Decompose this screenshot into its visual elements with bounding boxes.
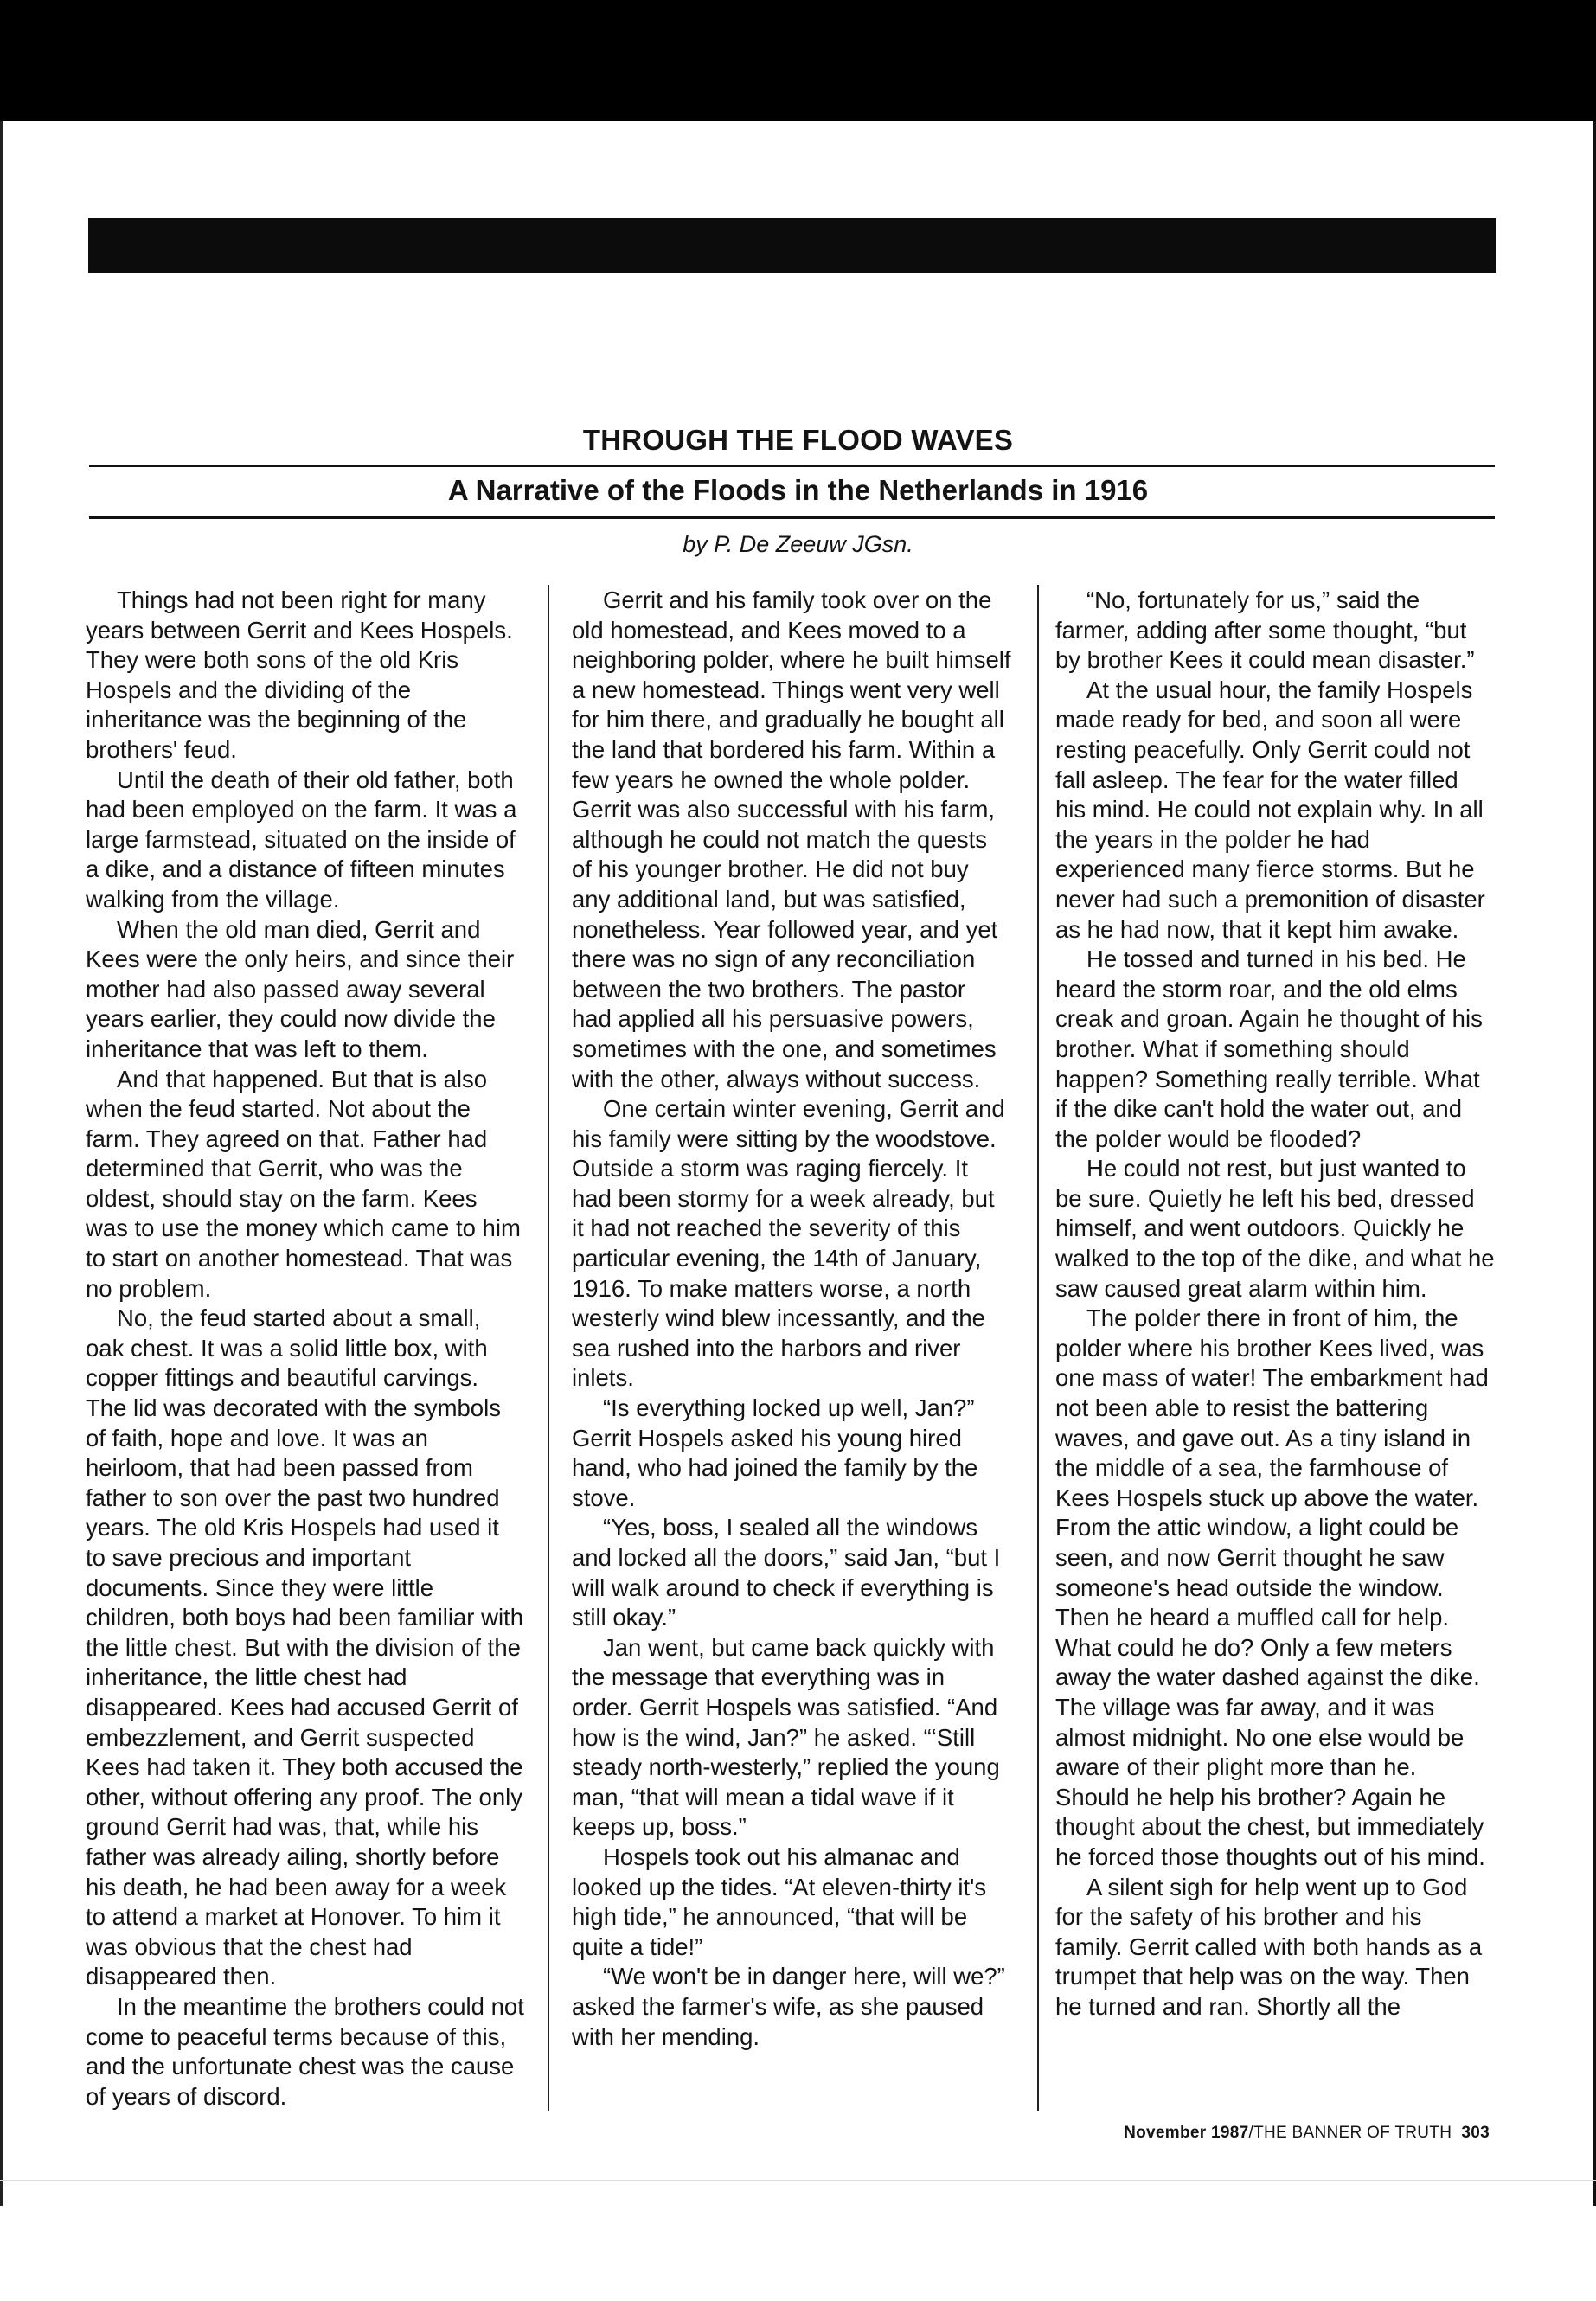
text-column-3 — [1055, 586, 1495, 2022]
paragraph: The polder there in front of him, the polder where his brother Kees lived, was one mass of water! The embarkment had not been able to resist the battering waves, and gave out. As a tiny island in the middle of a sea, the farmhouse of Kees Hospels stuck up above the water. From the attic window, a light could be seen, and now Gerrit thought he saw someone's head outside the window. Then he heard a muffled call for help. What could he do? Only a few meters away the water dashed against the dike. The village was far away, and it was almost midnight. No one else would be aware of their plight more than he. Should he help his brother? Again he thought about the chest, but immediately he forced those thoughts out of his mind. — [1055, 1304, 1489, 1870]
scan-top-border — [0, 0, 1596, 121]
footer-publication: /THE BANNER OF TRUTH — [1248, 2124, 1452, 2142]
paragraph: Hospels took out his almanac and looked up the tides. “At eleven-thirty it's high tide,” he announced, “that will be quite a tide!” — [572, 1843, 987, 1960]
page-number: 303 — [1461, 2124, 1490, 2142]
header-banner-bar — [88, 218, 1496, 273]
paragraph: And that happened. But that is also when the feud started. Not about the farm. They agreed on that. Father had determined that Gerrit, who was the oldest, should stay on the farm. Kees was to use the money which came to him to start on another homestead. That was no problem. — [86, 1065, 521, 1302]
paragraph: “We won't be in danger here, will we?” asked the farmer's wife, as she paused with her mending. — [572, 1963, 1005, 2050]
column-divider — [1037, 585, 1039, 2111]
footer-date: November 1987 — [1124, 2124, 1249, 2142]
text-column-2 — [572, 586, 1011, 2052]
paragraph: Jan went, but came back quickly with the message that everything was in order. Gerrit Hospels was satisfied. “And how is the wind, Jan?” he asked. “‘Still steady north-westerly,” replied the young man, “that will mean a tidal wave if it keeps up, boss.” — [572, 1633, 1000, 1841]
paragraph: Gerrit and his family took over on the old homestead, and Kees moved to a neighboring polder, where he built himself a new homestead. Things went very well for him there, and gradually he bought all the land that bordered his farm. Within a few years he owned the whole polder. Gerrit was also successful with his farm, although he could not match the quests of his younger brother. He did not buy any additional land, but was satisfied, nonetheless. Year followed year, and yet there was no sign of any reconciliation between the two brothers. The pastor had applied all his persuasive powers, sometimes with the one, and sometimes with the other, always without success. — [572, 586, 1011, 1093]
paragraph: “Is everything locked up well, Jan?” Gerrit Hospels asked his young hired hand, who had joined the family by the stove. — [572, 1394, 978, 1511]
paragraph: One certain winter evening, Gerrit and his family were sitting by the woodstove. Outside a storm was raging fiercely. It had been stormy for a week already, but it had not reached the severity of this particular evening, the 14th of January, 1916. To make matters worse, a north westerly wind blew incessantly, and the sea rushed into the harbors and river inlets. — [572, 1095, 1005, 1392]
paragraph: “Yes, boss, I sealed all the windows and locked all the doors,” said Jan, “but I will walk around to check if everything is still okay.” — [572, 1514, 1001, 1631]
page-footer — [1124, 2124, 1490, 2143]
paragraph: Things had not been right for many years between Gerrit and Kees Hospels. They were both sons of the old Kris Hospels and the dividing of the inheritance was the beginning of the brothers' feud. — [86, 586, 513, 763]
column-divider — [548, 585, 549, 2111]
subtitle-rule — [89, 516, 1495, 519]
article-byline: by P. De Zeeuw JGsn. — [683, 531, 913, 557]
paragraph: “No, fortunately for us,” said the farmer, adding after some thought, “but by brother Kees it could mean disaster.” — [1055, 586, 1475, 674]
paragraph: At the usual hour, the family Hospels made ready for bed, and soon all were resting peacefully. Only Gerrit could not fall asleep. The fear for the water filled his mind. He could not explain why. In all the years in the polder he had experienced many fierce storms. But he never had such a premonition of disaster as he had now, that it kept him awake. — [1055, 676, 1485, 943]
article-subtitle: A Narrative of the Floods in the Netherlands in 1916 — [447, 474, 1149, 506]
paragraph: He tossed and turned in his bed. He heard the storm roar, and the old elms creak and groan. Again he thought of his brother. What if something should happen? Something really terrible. What if the dike can't hold the water out, and the polder would be flooded? — [1055, 945, 1483, 1152]
paragraph: A silent sigh for help went up to God for the safety of his brother and his family. Gerrit called with both hands as a trumpet that help was on the way. Then he turned and ran. Shortly all the — [1055, 1873, 1483, 2020]
scan-bottom-line — [0, 2180, 1596, 2181]
article-title: THROUGH THE FLOOD WAVES — [582, 424, 1014, 456]
paragraph: Until the death of their old father, both had been employed on the farm. It was a large farmstead, situated on the inside of a dike, and a distance of fifteen minutes walking from the village. — [86, 766, 517, 913]
paragraph: No, the feud started about a small, oak chest. It was a solid little box, with copper fittings and beautiful carvings. The lid was decorated with the symbols of faith, hope and love. It was an heirloom, that had been passed from father to son over the past two hundred years. The old Kris Hospels had used it to save precious and important documents. Since they were little children, both boys had been familiar with the little chest. But with the division of the inheritance, the little chest had disappeared. Kees had accused Gerrit of embezzlement, and Gerrit suspected Kees had taken it. They both accused the other, without offering any proof. The only ground Gerrit had was, that, while his father was already ailing, shortly before his death, he had been away for a week to attend a market at Honover. To him it was obvious that the chest had disappeared then. — [86, 1304, 523, 1990]
paragraph: He could not rest, but just wanted to be sure. Quietly he left his bed, dressed himself, and went outdoors. Quickly he walked to the top of the dike, and what he saw caused great alarm within him. — [1055, 1155, 1495, 1302]
title-rule — [89, 465, 1495, 467]
paragraph: When the old man died, Gerrit and Kees were the only heirs, and since their mother had also passed away several years earlier, they could now divide the inheritance that was left to them. — [86, 915, 515, 1062]
text-column-1 — [86, 586, 525, 2112]
paragraph: In the meantime the brothers could not come to peaceful terms because of this, and the unfortunate chest was the cause of years of discord. — [86, 1992, 524, 2110]
